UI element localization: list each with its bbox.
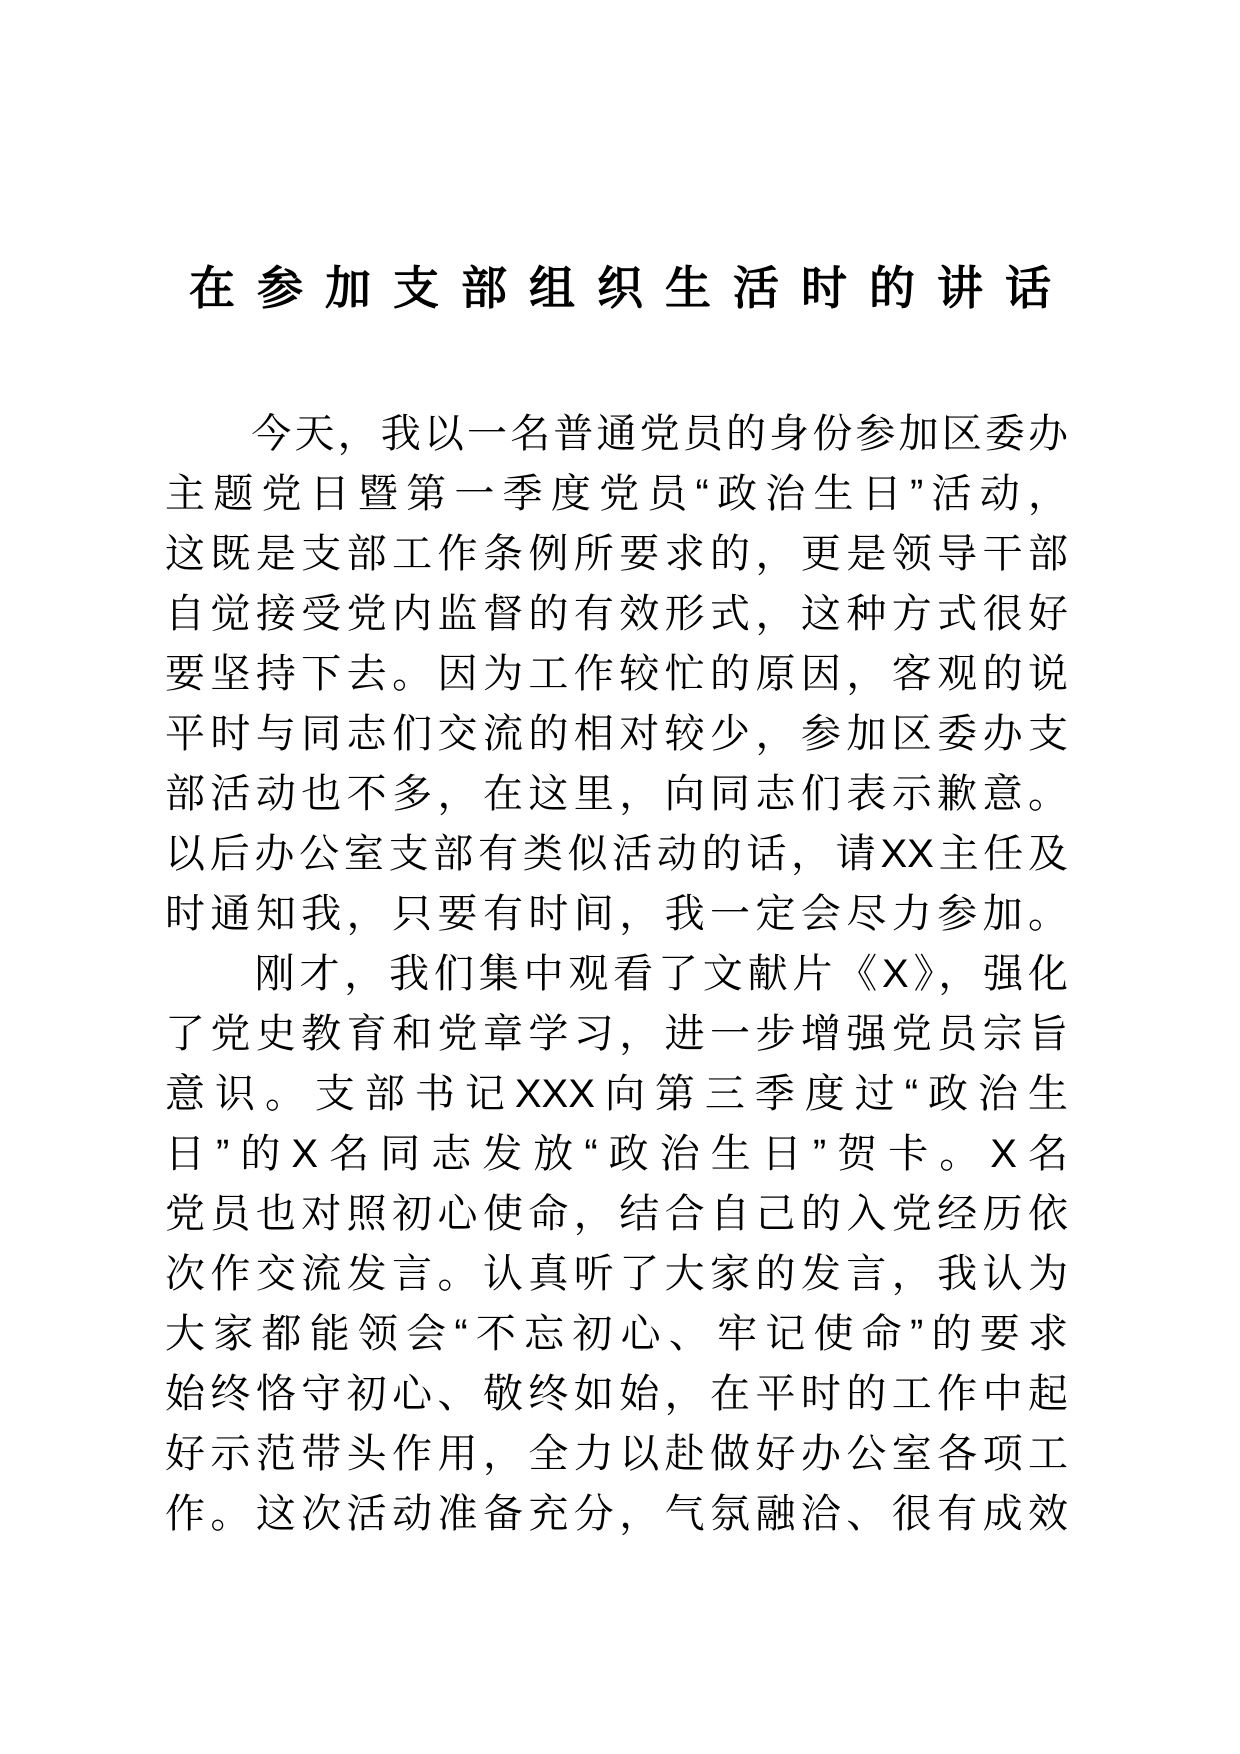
text-line: 好示范带头作用，全力以赴做好办公室各项工 <box>165 1432 1068 1476</box>
text-line: 始终恪守初心、敬终如始，在平时的工作中起 <box>165 1372 1068 1416</box>
text-line: 今天，我以一名普通党员的身份参加区委办 <box>165 412 1068 456</box>
text-line: 部活动也不多，在这里，向同志们表示歉意。 <box>165 772 1068 816</box>
document-body <box>165 404 1068 1544</box>
text-line: 以后办公室支部有类似活动的话，请XX主任及 <box>165 832 1068 876</box>
text-line: 次作交流发言。认真听了大家的发言，我认为 <box>165 1252 1068 1296</box>
text-line: 党员也对照初心使命，结合自己的入党经历依 <box>165 1192 1068 1236</box>
document-title: 在参加支部组织生活时的讲话 <box>189 262 1073 314</box>
text-line: 时通知我，只要有时间，我一定会尽力参加。 <box>165 892 1068 936</box>
text-line: 主题党日暨第一季度党员“政治生日”活动， <box>165 472 1068 516</box>
text-line: 平时与同志们交流的相对较少，参加区委办支 <box>165 712 1068 756</box>
text-line: 刚才，我们集中观看了文献片《X》，强化 <box>165 952 1068 996</box>
text-line: 了党史教育和党章学习，进一步增强党员宗旨 <box>165 1012 1068 1056</box>
text-line: 日”的X名同志发放“政治生日”贺卡。X名 <box>165 1132 1068 1176</box>
text-line: 大家都能领会“不忘初心、牢记使命”的要求 <box>165 1312 1068 1356</box>
text-line: 要坚持下去。因为工作较忙的原因，客观的说 <box>165 652 1068 696</box>
text-line: 意识。支部书记XXX向第三季度过“政治生 <box>165 1072 1068 1116</box>
text-line: 这既是支部工作条例所要求的，更是领导干部 <box>165 532 1068 576</box>
text-line: 作。这次活动准备充分，气氛融洽、很有成效 <box>165 1492 1068 1536</box>
text-line: 自觉接受党内监督的有效形式，这种方式很好 <box>165 592 1068 636</box>
